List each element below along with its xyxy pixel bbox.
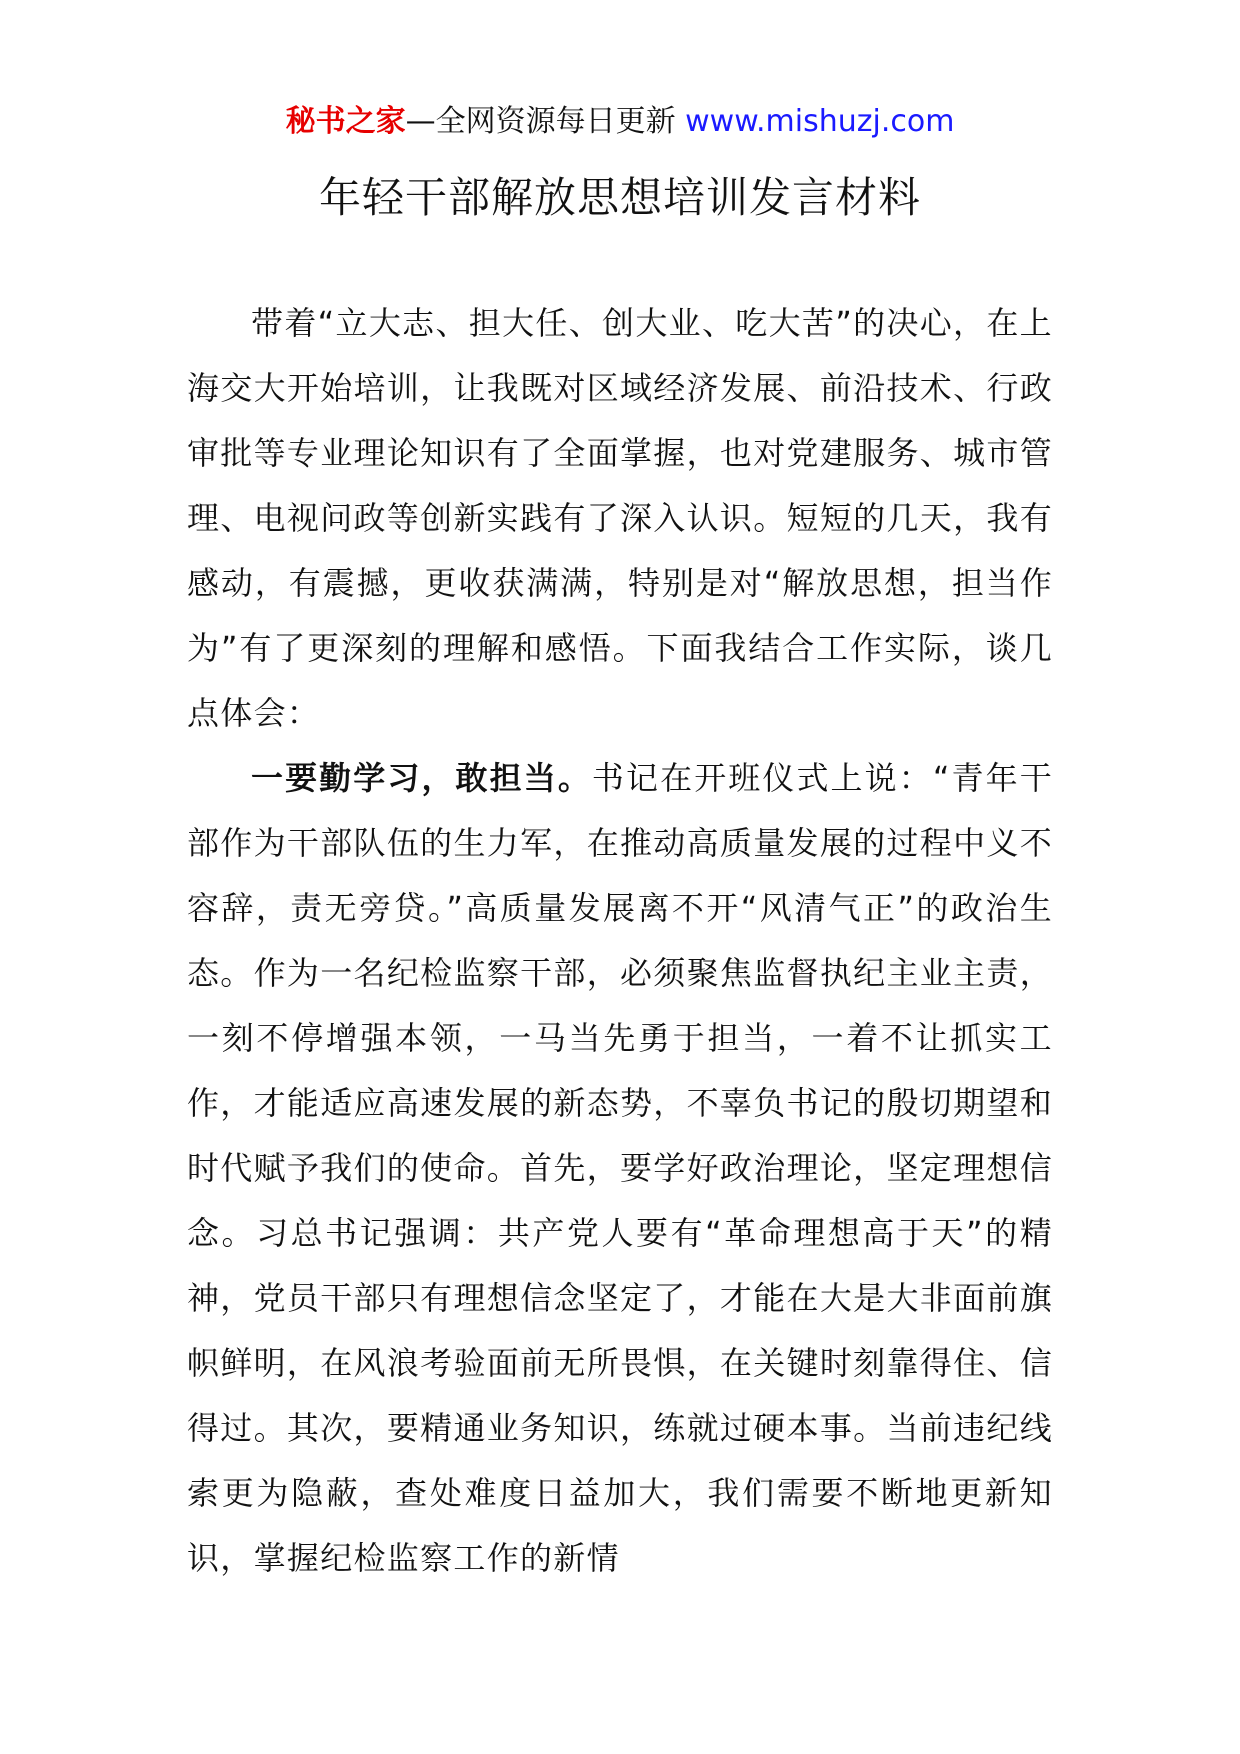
paragraph-text: 书记在开班仪式上说：“青年干部作为干部队伍的生力军，在推动高质量发展的过程中义不容辞，责无旁贷。”高质量发展离不开“风清气正”的政治生态。作为一名纪检监察干部，必须聚焦监督执纪主业主责，一刻不停增强本领，一马当先勇于担当，一着不让抓实工作，才能适应高速发展的新态势，不辜负书记的殷切期望和时代赋予我们的使命。首先，要学好政治理论，坚定理想信念。习总书记强调：共产党人要有“革命理想高于天”的精神，党员干部只有理想信念坚定了，才能在大是大非面前旗帜鲜明，在风浪考验面前无所畏惧，在关键时刻靠得住、信得过。其次，要精通业务知识，练就过硬本事。当前违纪线索更为隐蔽，查处难度日益加大，我们需要不断地更新知识，掌握纪检监察工作的新情 — [187, 759, 1053, 1577]
paragraph-lead: 一要勤学习，敢担当。 — [251, 759, 592, 797]
paragraph — [187, 746, 1053, 1591]
page-header — [0, 100, 1240, 144]
website-link[interactable]: www.mishuzj.com — [685, 104, 955, 139]
paragraph — [187, 291, 1053, 746]
brand-name: 秘书之家 — [285, 104, 406, 139]
header-slogan: —全网资源每日更新 — [405, 104, 686, 139]
paragraph-text: 带着“立大志、担大任、创大业、吃大苦”的决心，在上海交大开始培训，让我既对区域经济发展、前沿技术、行政审批等专业理论知识有了全面掌握，也对党建服务、城市管理、电视问政等创新实践有了深入认识。短短的几天，我有感动，有震撼，更收获满满，特别是对“解放思想，担当作为”有了更深刻的理解和感悟。下面我结合工作实际，谈几点体会： — [187, 304, 1053, 732]
document-title: 年轻干部解放思想培训发言材料 — [318, 173, 921, 222]
document-body — [187, 291, 1053, 1591]
